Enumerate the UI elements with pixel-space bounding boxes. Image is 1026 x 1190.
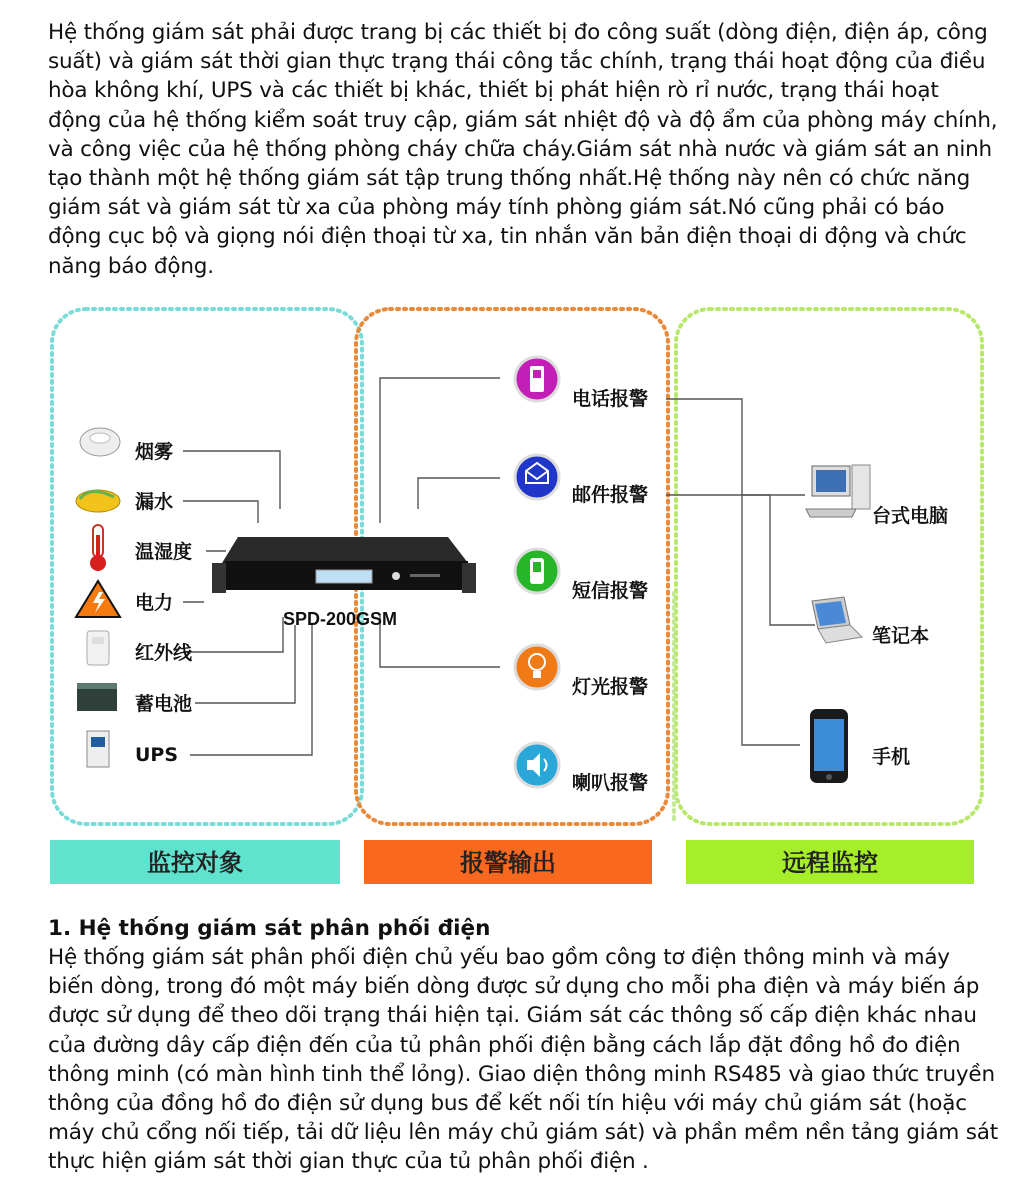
sms-alarm-icon <box>515 549 559 593</box>
remote-label-laptop: 笔记本 <box>872 625 930 647</box>
battery-icon <box>77 683 117 711</box>
band-label-remote-monitoring: 远程监控 <box>782 848 878 877</box>
remote-label-mobile: 手机 <box>872 746 911 768</box>
desktop-computer-icon <box>806 465 870 517</box>
monitored-object-infrared <box>87 631 193 665</box>
object-label-battery: 蓄电池 <box>135 693 193 715</box>
monitored-object-temperature <box>90 525 192 571</box>
alarm-output-phone <box>515 357 648 410</box>
alarm-output-speaker <box>515 743 648 794</box>
device-model-label: SPD-200GSM <box>282 609 398 629</box>
object-label-ups: UPS <box>135 744 179 766</box>
water-leak-sensor-icon <box>76 490 120 512</box>
alarm-output-mail <box>515 455 648 506</box>
alarm-label-speaker: 喇叭报警 <box>572 772 649 794</box>
section-heading: 1. Hệ thống giám sát phân phối điện <box>48 916 491 941</box>
alarm-label-mail: 邮件报警 <box>572 484 649 506</box>
mail-alarm-icon <box>515 455 559 499</box>
remote-target-desktop <box>806 465 948 527</box>
remote-target-mobile <box>810 709 910 783</box>
alarm-label-light: 灯光报警 <box>572 676 649 698</box>
band-alarm-output <box>364 840 652 884</box>
monitored-object-power <box>76 581 173 617</box>
spd-200gsm-device <box>212 537 476 629</box>
section-paragraph: Hệ thống giám sát phân phối điện chủ yếu bao gồm công tơ điện thông minh và máy biến dòng, trong đó một máy biến dòng được sử dụng cho mỗi pha điện và máy biến áp được sử dụng để theo dõi trạng thái hiện tại. Giám sát các thông số cấp điện khác nhau của đường dây cấp điện đến của tủ phân phối điện bằng cách lắp đặt đồng hồ đo điện thông minh (có màn hình tinh thể lỏng). Giao diện thông minh RS485 và giao thức truyền thông của đồng hồ đo điện sử dụng bus để kết nối tín hiệu với máy chủ giám sát (hoặc máy chủ cổng nối tiếp, tải dữ liệu lên máy chủ giám sát) và phần mềm nền tảng giám sát thực hiện giám sát thời gian thực của tủ phân phối điện . <box>48 945 999 1175</box>
band-label-monitored-objects: 监控对象 <box>147 848 243 877</box>
monitored-object-water-leak <box>76 490 173 513</box>
left-connectors <box>183 451 312 755</box>
monitored-object-battery <box>77 683 192 715</box>
object-label-smoke: 烟雾 <box>135 441 174 463</box>
thermometer-icon <box>90 525 106 571</box>
band-remote-monitoring <box>686 840 974 884</box>
monitored-object-smoke <box>80 428 173 463</box>
middle-connectors <box>380 378 500 667</box>
right-connectors <box>666 399 815 820</box>
alarm-output-sms <box>515 549 648 602</box>
mobile-phone-icon <box>810 709 848 783</box>
alarm-label-sms: 短信报警 <box>572 580 649 602</box>
remote-target-laptop <box>812 597 929 647</box>
smoke-detector-icon <box>80 428 120 456</box>
phone-alarm-icon <box>515 357 559 401</box>
infrared-sensor-icon <box>87 631 109 665</box>
laptop-icon <box>812 597 862 643</box>
alarm-output-light <box>515 645 648 698</box>
object-label-power: 电力 <box>135 592 174 614</box>
object-label-temperature: 温湿度 <box>135 541 193 563</box>
object-label-water-leak: 漏水 <box>135 491 174 513</box>
band-monitored-objects <box>50 840 340 884</box>
speaker-alarm-icon <box>515 743 559 787</box>
band-label-alarm-output: 报警输出 <box>460 848 556 877</box>
light-alarm-icon <box>515 645 559 689</box>
ups-icon <box>87 731 109 767</box>
alarm-label-phone: 电话报警 <box>572 388 649 410</box>
electric-warning-icon <box>76 581 120 617</box>
remote-label-desktop: 台式电脑 <box>872 505 949 527</box>
monitored-object-ups <box>87 731 178 767</box>
monitoring-system-diagram <box>0 295 1026 895</box>
intro-paragraph: Hệ thống giám sát phải được trang bị các thiết bị đo công suất (dòng điện, điện áp, công suất) và giám sát thời gian thực trạng thái công tắc chính, trạng thái hoạt động của điều hòa không khí, UPS và các thiết bị khác, thiết bị phát hiện rò rỉ nước, trạng thái hoạt động của hệ thống kiểm soát truy cập, giám sát nhiệt độ và độ ẩm của phòng máy chính, và công việc của hệ thống phòng cháy chữa cháy.Giám sát nhà nước và giám sát an ninh tạo thành một hệ thống giám sát tập trung thống nhất.Hệ thống này nên có chức năng giám sát và giám sát từ xa của phòng máy tính phòng giám sát.Nó cũng phải có báo động cục bộ và giọng nói điện thoại từ xa, tin nhắn văn bản điện thoại di động và chức năng báo động. <box>48 20 998 279</box>
object-label-infrared: 红外线 <box>135 642 193 664</box>
